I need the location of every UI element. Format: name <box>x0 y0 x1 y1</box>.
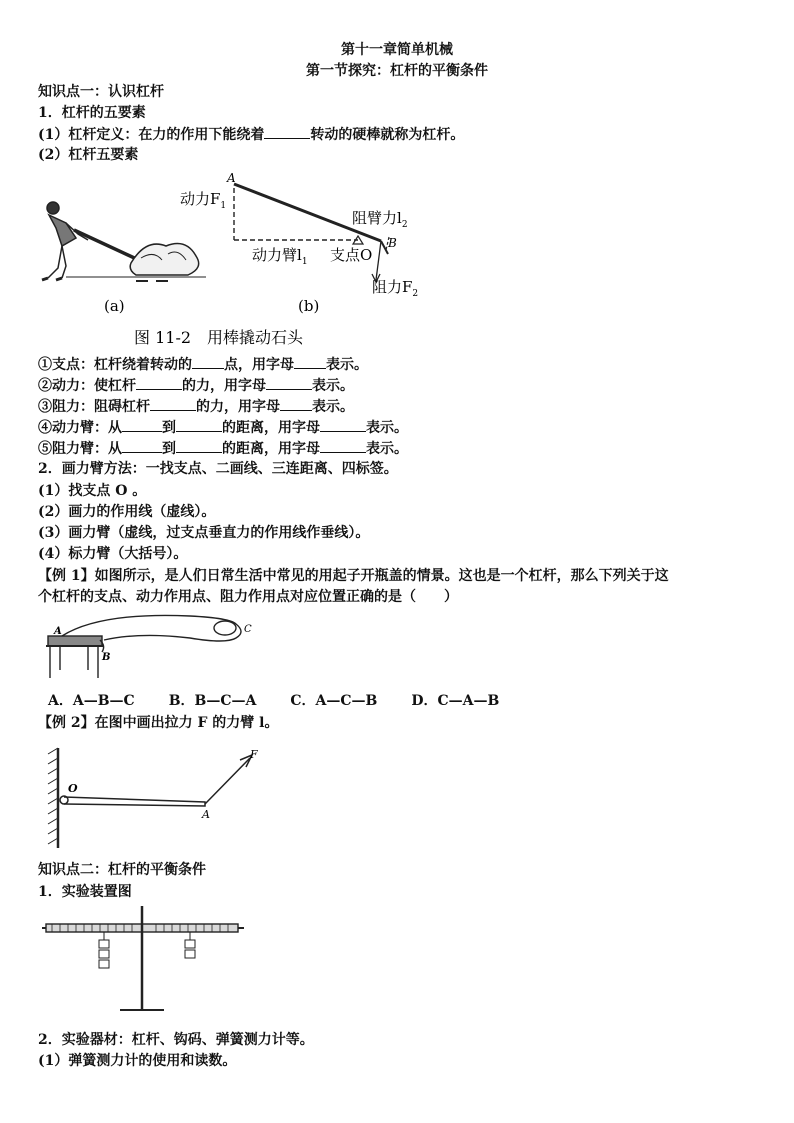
chapter-title: 第十一章简单机械 <box>341 42 453 58</box>
five-elements-heading: (2）杠杆五要素 <box>38 147 139 163</box>
label-O: 支点O <box>330 246 373 264</box>
kp2-heading: 知识点二：杠杆的平衡条件 <box>38 862 206 878</box>
opener-label-B: B <box>102 652 111 663</box>
blank <box>294 354 326 369</box>
wall-label-A: A <box>202 808 210 821</box>
lever-definition: (1）杠杆定义：在力的作用下能绕着 转动的硬棒就称为杠杆。 <box>38 124 464 145</box>
lever-figure-11-2 <box>36 168 436 350</box>
blank <box>280 396 312 411</box>
wall-lever-figure <box>40 740 280 852</box>
element-fulcrum: ①支点：杠杆绕着转动的 点，用字母 表示。 <box>38 354 368 375</box>
step-3: (3）画力臂（虚线，过支点垂直力的作用线作垂线）。 <box>38 525 370 541</box>
option-b[interactable]: B．B—C—A <box>168 693 257 709</box>
blank <box>320 417 366 432</box>
kp1-item2: 2．画力臂方法：一找支点、二画线、三连距离、四标签。 <box>38 461 398 477</box>
label-l1: 动力臂$l_1$ <box>252 246 308 267</box>
blank <box>176 417 222 432</box>
blank <box>176 438 222 453</box>
example-2-line: 【例 2】在图中画出拉力 F 的力臂 l。 <box>38 715 279 731</box>
element-effort-force: ②动力：使杠杆 的力，用字母 表示。 <box>38 375 354 396</box>
opener-label-C: C <box>244 624 252 635</box>
option-a[interactable]: A．A—B—C <box>48 693 135 709</box>
kp2-item2-1: (1）弹簧测力计的使用和读数。 <box>38 1053 237 1069</box>
kp1-item1: 1．杠杆的五要素 <box>38 105 146 121</box>
label-l2: 阻臂力$l_2$ <box>352 209 408 230</box>
figure-label-a: (a) <box>104 297 125 315</box>
kp2-item1: 1．实验装置图 <box>38 884 132 900</box>
blank <box>150 396 196 411</box>
label-B: B <box>388 236 397 250</box>
example-1-line-2: 个杠杆的支点、动力作用点、阻力作用点对应位置正确的是（ ） <box>38 589 458 605</box>
example-1-options <box>48 691 533 711</box>
lever-balance-apparatus-figure <box>40 902 250 1022</box>
option-d[interactable]: D．C—A—B <box>411 693 500 709</box>
step-1: (1）找支点 O 。 <box>38 483 147 499</box>
man-prying-rock-illustration <box>42 202 206 281</box>
section-title: 第一节探究：杠杆的平衡条件 <box>306 63 488 79</box>
step-2: (2）画力的作用线（虚线）。 <box>38 504 216 520</box>
wall-label-O: O <box>68 782 78 795</box>
option-c[interactable]: C．A—C—B <box>290 693 378 709</box>
label-F1: 动力$F_1$ <box>180 190 227 211</box>
blank <box>266 375 312 390</box>
element-resistance-arm: ⑤阻力臂：从 到 的距离，用字母 表示。 <box>38 438 408 459</box>
kp1-heading: 知识点一：认识杠杆 <box>38 84 164 100</box>
blank <box>122 417 162 432</box>
label-F2: 阻力$F_2$ <box>372 278 419 299</box>
element-effort-arm: ④动力臂：从 到 的距离，用字母 表示。 <box>38 417 408 438</box>
blank <box>192 354 224 369</box>
blank <box>320 438 366 453</box>
example-1-line-1: 【例 1】如图所示，是人们日常生活中常见的用起子开瓶盖的情景。这也是一个杠杆，那么下列关于这 <box>38 568 669 584</box>
opener-label-A: A <box>54 626 62 637</box>
label-A: A <box>227 171 236 185</box>
step-4: (4）标力臂（大括号）。 <box>38 546 188 562</box>
blank <box>122 438 162 453</box>
lever-schematic <box>234 184 389 282</box>
figure-label-b: (b) <box>298 297 320 315</box>
element-resistance-force: ③阻力：阻碍杠杆 的力，用字母 表示。 <box>38 396 354 417</box>
bottle-opener-figure <box>40 610 270 682</box>
kp2-item2: 2．实验器材：杠杆、钩码、弹簧测力计等。 <box>38 1032 314 1048</box>
figure-caption: 图 11-2 用棒撬动石头 <box>134 328 304 347</box>
wall-label-F: F <box>250 748 258 761</box>
blank <box>136 375 182 390</box>
blank <box>264 124 310 139</box>
